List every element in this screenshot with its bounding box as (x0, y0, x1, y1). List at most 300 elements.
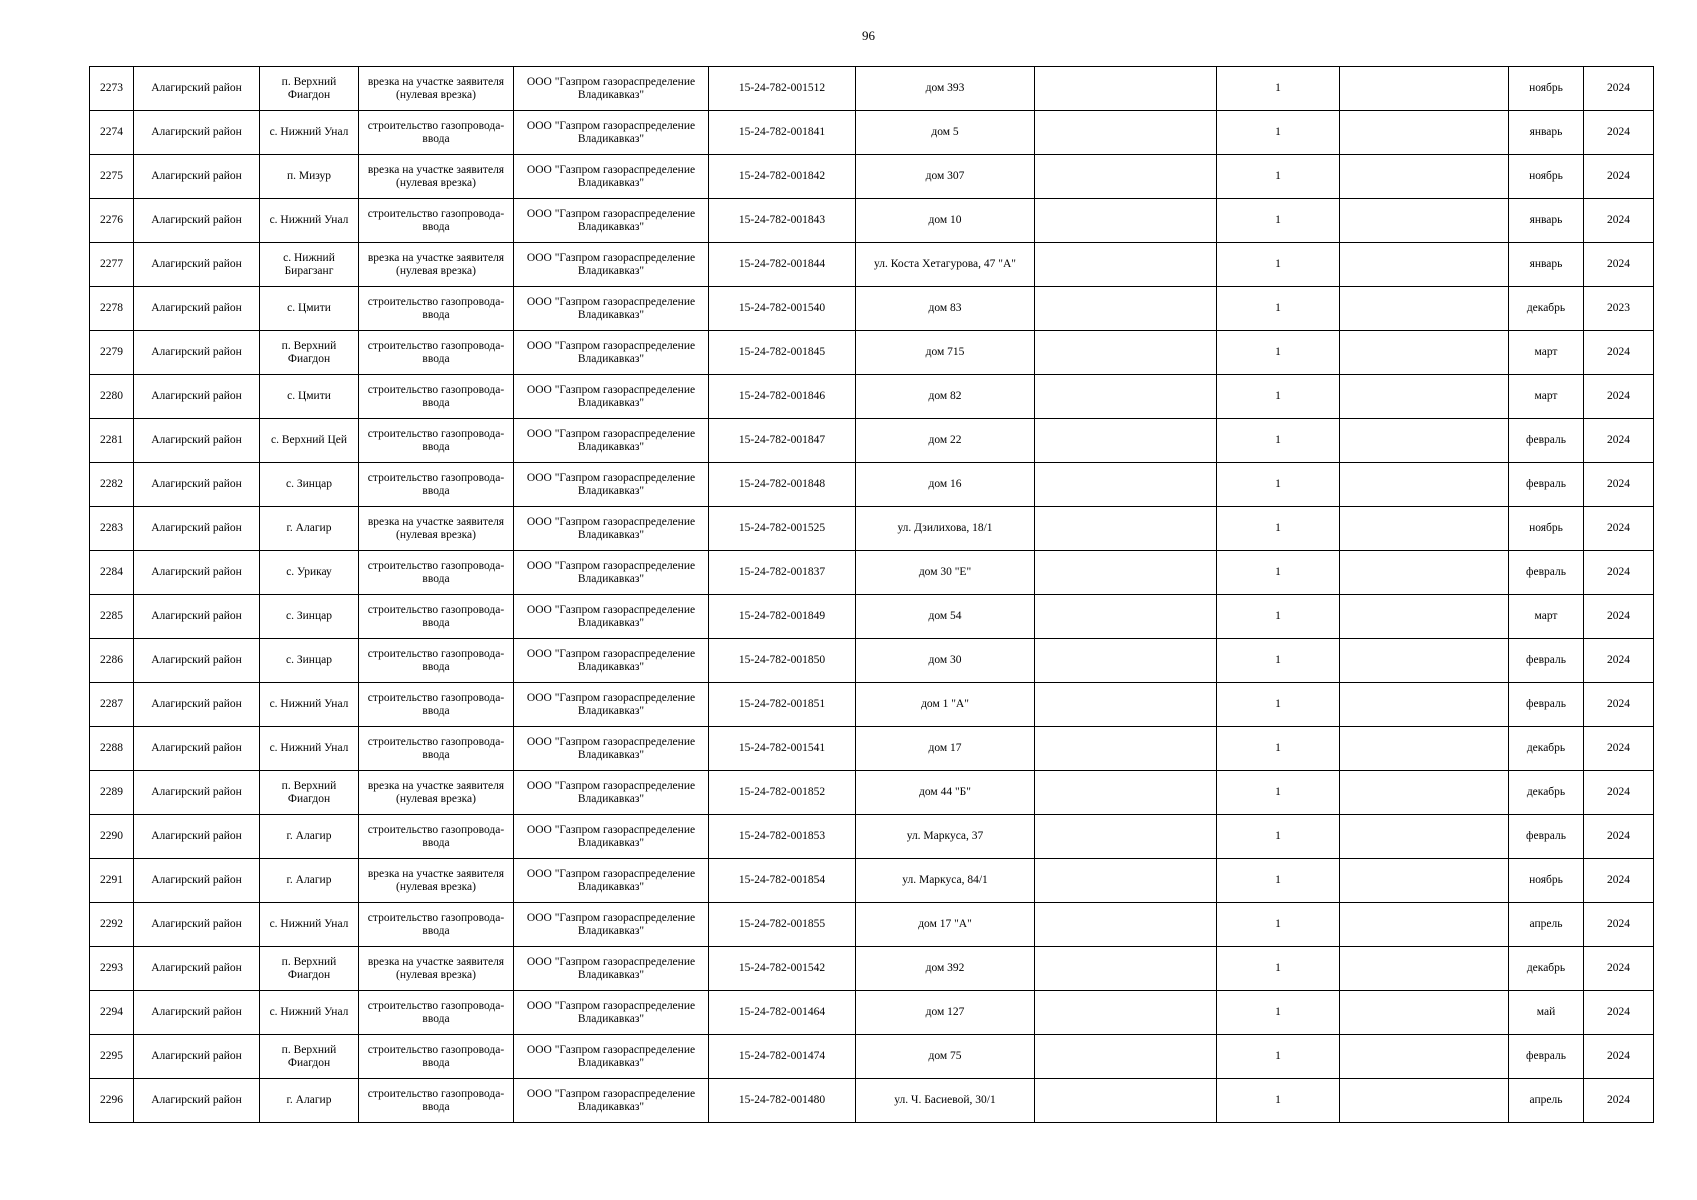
table-row (90, 815, 1654, 859)
table-row (90, 639, 1654, 683)
month-cell: ноябрь (1509, 67, 1584, 111)
month-cell: февраль (1509, 551, 1584, 595)
work-type-cell: врезка на участке заявителя (нулевая врезка) (359, 771, 514, 815)
empty-cell (1035, 199, 1217, 243)
month-cell: март (1509, 595, 1584, 639)
quantity-cell: 1 (1217, 771, 1340, 815)
address-cell: дом 10 (856, 199, 1035, 243)
address-cell: дом 17 (856, 727, 1035, 771)
empty-cell (1340, 419, 1509, 463)
empty-cell (1340, 859, 1509, 903)
locality-cell: с. Зинцар (260, 595, 359, 639)
address-cell: дом 82 (856, 375, 1035, 419)
work-type-cell: строительство газопровода-ввода (359, 111, 514, 155)
empty-cell (1035, 287, 1217, 331)
locality-cell: с. Нижний Унал (260, 903, 359, 947)
year-cell: 2024 (1584, 463, 1654, 507)
month-cell: январь (1509, 243, 1584, 287)
district-cell: Алагирский район (134, 991, 260, 1035)
organization-cell: ООО "Газпром газораспределение Владикавказ" (514, 287, 709, 331)
address-cell: дом 83 (856, 287, 1035, 331)
address-cell: дом 1 "А" (856, 683, 1035, 727)
code-cell: 15-24-782-001851 (709, 683, 856, 727)
table-row (90, 375, 1654, 419)
work-type-cell: врезка на участке заявителя (нулевая врезка) (359, 155, 514, 199)
month-cell: январь (1509, 199, 1584, 243)
organization-cell: ООО "Газпром газораспределение Владикавказ" (514, 991, 709, 1035)
address-cell: дом 22 (856, 419, 1035, 463)
year-cell: 2024 (1584, 243, 1654, 287)
table-row (90, 771, 1654, 815)
month-cell: декабрь (1509, 947, 1584, 991)
empty-cell (1340, 507, 1509, 551)
row-number: 2288 (90, 727, 134, 771)
empty-cell (1035, 331, 1217, 375)
year-cell: 2024 (1584, 1079, 1654, 1123)
empty-cell (1035, 507, 1217, 551)
district-cell: Алагирский район (134, 771, 260, 815)
work-type-cell: строительство газопровода-ввода (359, 287, 514, 331)
year-cell: 2024 (1584, 991, 1654, 1035)
row-number: 2279 (90, 331, 134, 375)
empty-cell (1340, 771, 1509, 815)
code-cell: 15-24-782-001841 (709, 111, 856, 155)
locality-cell: с. Нижний Унал (260, 991, 359, 1035)
empty-cell (1035, 1035, 1217, 1079)
address-cell: ул. Маркуса, 84/1 (856, 859, 1035, 903)
year-cell: 2024 (1584, 859, 1654, 903)
organization-cell: ООО "Газпром газораспределение Владикавказ" (514, 243, 709, 287)
work-type-cell: врезка на участке заявителя (нулевая врезка) (359, 947, 514, 991)
locality-cell: с. Урикау (260, 551, 359, 595)
empty-cell (1035, 815, 1217, 859)
table-row (90, 331, 1654, 375)
year-cell: 2024 (1584, 67, 1654, 111)
row-number: 2292 (90, 903, 134, 947)
table-row (90, 551, 1654, 595)
year-cell: 2024 (1584, 771, 1654, 815)
work-type-cell: строительство газопровода-ввода (359, 815, 514, 859)
address-cell: дом 54 (856, 595, 1035, 639)
row-number: 2289 (90, 771, 134, 815)
empty-cell (1035, 155, 1217, 199)
work-type-cell: строительство газопровода-ввода (359, 595, 514, 639)
empty-cell (1035, 243, 1217, 287)
organization-cell: ООО "Газпром газораспределение Владикавказ" (514, 375, 709, 419)
row-number: 2295 (90, 1035, 134, 1079)
code-cell: 15-24-782-001847 (709, 419, 856, 463)
empty-cell (1340, 991, 1509, 1035)
quantity-cell: 1 (1217, 991, 1340, 1035)
code-cell: 15-24-782-001844 (709, 243, 856, 287)
organization-cell: ООО "Газпром газораспределение Владикавказ" (514, 111, 709, 155)
work-type-cell: строительство газопровода-ввода (359, 639, 514, 683)
month-cell: апрель (1509, 1079, 1584, 1123)
month-cell: февраль (1509, 639, 1584, 683)
district-cell: Алагирский район (134, 67, 260, 111)
locality-cell: п. Мизур (260, 155, 359, 199)
year-cell: 2024 (1584, 727, 1654, 771)
table-row (90, 243, 1654, 287)
code-cell: 15-24-782-001837 (709, 551, 856, 595)
month-cell: ноябрь (1509, 155, 1584, 199)
table-body (90, 67, 1654, 1123)
work-type-cell: врезка на участке заявителя (нулевая врезка) (359, 67, 514, 111)
address-cell: дом 44 "Б" (856, 771, 1035, 815)
work-type-cell: строительство газопровода-ввода (359, 1035, 514, 1079)
locality-cell: г. Алагир (260, 1079, 359, 1123)
table-row (90, 419, 1654, 463)
district-cell: Алагирский район (134, 859, 260, 903)
quantity-cell: 1 (1217, 155, 1340, 199)
code-cell: 15-24-782-001846 (709, 375, 856, 419)
code-cell: 15-24-782-001843 (709, 199, 856, 243)
district-cell: Алагирский район (134, 815, 260, 859)
work-type-cell: строительство газопровода-ввода (359, 331, 514, 375)
code-cell: 15-24-782-001849 (709, 595, 856, 639)
table-row (90, 507, 1654, 551)
code-cell: 15-24-782-001853 (709, 815, 856, 859)
year-cell: 2024 (1584, 903, 1654, 947)
address-cell: ул. Дзилихова, 18/1 (856, 507, 1035, 551)
code-cell: 15-24-782-001474 (709, 1035, 856, 1079)
table-row (90, 199, 1654, 243)
quantity-cell: 1 (1217, 859, 1340, 903)
row-number: 2278 (90, 287, 134, 331)
empty-cell (1340, 243, 1509, 287)
address-cell: ул. Коста Хетагурова, 47 "А" (856, 243, 1035, 287)
address-cell: дом 393 (856, 67, 1035, 111)
address-cell: дом 392 (856, 947, 1035, 991)
organization-cell: ООО "Газпром газораспределение Владикавказ" (514, 771, 709, 815)
row-number: 2286 (90, 639, 134, 683)
table-row (90, 991, 1654, 1035)
district-cell: Алагирский район (134, 243, 260, 287)
empty-cell (1035, 67, 1217, 111)
locality-cell: с. Нижний Унал (260, 683, 359, 727)
locality-cell: с. Нижний Бирагзанг (260, 243, 359, 287)
year-cell: 2024 (1584, 639, 1654, 683)
month-cell: февраль (1509, 815, 1584, 859)
code-cell: 15-24-782-001512 (709, 67, 856, 111)
district-cell: Алагирский район (134, 155, 260, 199)
district-cell: Алагирский район (134, 903, 260, 947)
empty-cell (1340, 815, 1509, 859)
organization-cell: ООО "Газпром газораспределение Владикавказ" (514, 727, 709, 771)
row-number: 2277 (90, 243, 134, 287)
month-cell: апрель (1509, 903, 1584, 947)
empty-cell (1340, 1079, 1509, 1123)
empty-cell (1035, 419, 1217, 463)
month-cell: декабрь (1509, 287, 1584, 331)
address-cell: дом 715 (856, 331, 1035, 375)
organization-cell: ООО "Газпром газораспределение Владикавказ" (514, 331, 709, 375)
organization-cell: ООО "Газпром газораспределение Владикавказ" (514, 683, 709, 727)
quantity-cell: 1 (1217, 375, 1340, 419)
row-number: 2282 (90, 463, 134, 507)
locality-cell: с. Зинцар (260, 463, 359, 507)
row-number: 2275 (90, 155, 134, 199)
address-cell: дом 75 (856, 1035, 1035, 1079)
locality-cell: с. Нижний Унал (260, 111, 359, 155)
code-cell: 15-24-782-001845 (709, 331, 856, 375)
row-number: 2287 (90, 683, 134, 727)
organization-cell: ООО "Газпром газораспределение Владикавказ" (514, 463, 709, 507)
quantity-cell: 1 (1217, 947, 1340, 991)
organization-cell: ООО "Газпром газораспределение Владикавказ" (514, 155, 709, 199)
district-cell: Алагирский район (134, 683, 260, 727)
code-cell: 15-24-782-001855 (709, 903, 856, 947)
empty-cell (1035, 111, 1217, 155)
code-cell: 15-24-782-001854 (709, 859, 856, 903)
empty-cell (1340, 903, 1509, 947)
organization-cell: ООО "Газпром газораспределение Владикавказ" (514, 859, 709, 903)
district-cell: Алагирский район (134, 507, 260, 551)
address-cell: дом 16 (856, 463, 1035, 507)
row-number: 2281 (90, 419, 134, 463)
code-cell: 15-24-782-001852 (709, 771, 856, 815)
quantity-cell: 1 (1217, 683, 1340, 727)
year-cell: 2024 (1584, 331, 1654, 375)
address-cell: дом 30 (856, 639, 1035, 683)
code-cell: 15-24-782-001480 (709, 1079, 856, 1123)
year-cell: 2024 (1584, 1035, 1654, 1079)
empty-cell (1340, 67, 1509, 111)
quantity-cell: 1 (1217, 419, 1340, 463)
district-cell: Алагирский район (134, 1035, 260, 1079)
district-cell: Алагирский район (134, 947, 260, 991)
locality-cell: с. Цмити (260, 287, 359, 331)
organization-cell: ООО "Газпром газораспределение Владикавказ" (514, 903, 709, 947)
quantity-cell: 1 (1217, 1035, 1340, 1079)
district-cell: Алагирский район (134, 331, 260, 375)
empty-cell (1035, 903, 1217, 947)
locality-cell: с. Цмити (260, 375, 359, 419)
month-cell: декабрь (1509, 727, 1584, 771)
empty-cell (1340, 1035, 1509, 1079)
row-number: 2276 (90, 199, 134, 243)
registry-table (89, 66, 1654, 1123)
table-row (90, 947, 1654, 991)
locality-cell: с. Верхний Цей (260, 419, 359, 463)
quantity-cell: 1 (1217, 1079, 1340, 1123)
row-number: 2274 (90, 111, 134, 155)
year-cell: 2024 (1584, 375, 1654, 419)
work-type-cell: строительство газопровода-ввода (359, 419, 514, 463)
quantity-cell: 1 (1217, 67, 1340, 111)
locality-cell: с. Нижний Унал (260, 199, 359, 243)
table-row (90, 595, 1654, 639)
organization-cell: ООО "Газпром газораспределение Владикавказ" (514, 1035, 709, 1079)
row-number: 2285 (90, 595, 134, 639)
empty-cell (1340, 287, 1509, 331)
empty-cell (1035, 991, 1217, 1035)
organization-cell: ООО "Газпром газораспределение Владикавказ" (514, 947, 709, 991)
code-cell: 15-24-782-001848 (709, 463, 856, 507)
table-row (90, 903, 1654, 947)
empty-cell (1340, 375, 1509, 419)
month-cell: февраль (1509, 1035, 1584, 1079)
empty-cell (1035, 1079, 1217, 1123)
locality-cell: п. Верхний Фиагдон (260, 1035, 359, 1079)
row-number: 2291 (90, 859, 134, 903)
quantity-cell: 1 (1217, 507, 1340, 551)
empty-cell (1035, 595, 1217, 639)
month-cell: ноябрь (1509, 859, 1584, 903)
organization-cell: ООО "Газпром газораспределение Владикавказ" (514, 1079, 709, 1123)
table-row (90, 463, 1654, 507)
locality-cell: п. Верхний Фиагдон (260, 771, 359, 815)
table-row (90, 287, 1654, 331)
empty-cell (1340, 947, 1509, 991)
quantity-cell: 1 (1217, 331, 1340, 375)
district-cell: Алагирский район (134, 463, 260, 507)
year-cell: 2023 (1584, 287, 1654, 331)
quantity-cell: 1 (1217, 551, 1340, 595)
table-row (90, 1035, 1654, 1079)
month-cell: февраль (1509, 683, 1584, 727)
quantity-cell: 1 (1217, 815, 1340, 859)
table-row (90, 1079, 1654, 1123)
empty-cell (1035, 463, 1217, 507)
district-cell: Алагирский район (134, 727, 260, 771)
month-cell: ноябрь (1509, 507, 1584, 551)
locality-cell: г. Алагир (260, 507, 359, 551)
locality-cell: г. Алагир (260, 859, 359, 903)
empty-cell (1035, 683, 1217, 727)
month-cell: март (1509, 331, 1584, 375)
empty-cell (1340, 727, 1509, 771)
address-cell: дом 307 (856, 155, 1035, 199)
row-number: 2284 (90, 551, 134, 595)
address-cell: дом 127 (856, 991, 1035, 1035)
page-number: 96 (862, 28, 875, 43)
empty-cell (1340, 331, 1509, 375)
quantity-cell: 1 (1217, 287, 1340, 331)
year-cell: 2024 (1584, 155, 1654, 199)
code-cell: 15-24-782-001542 (709, 947, 856, 991)
code-cell: 15-24-782-001540 (709, 287, 856, 331)
table-row (90, 155, 1654, 199)
empty-cell (1035, 639, 1217, 683)
address-cell: дом 17 "А" (856, 903, 1035, 947)
work-type-cell: строительство газопровода-ввода (359, 375, 514, 419)
locality-cell: с. Зинцар (260, 639, 359, 683)
table-row (90, 111, 1654, 155)
work-type-cell: строительство газопровода-ввода (359, 727, 514, 771)
quantity-cell: 1 (1217, 595, 1340, 639)
table-row (90, 727, 1654, 771)
month-cell: январь (1509, 111, 1584, 155)
month-cell: март (1509, 375, 1584, 419)
empty-cell (1340, 111, 1509, 155)
year-cell: 2024 (1584, 947, 1654, 991)
row-number: 2283 (90, 507, 134, 551)
district-cell: Алагирский район (134, 419, 260, 463)
organization-cell: ООО "Газпром газораспределение Владикавказ" (514, 595, 709, 639)
locality-cell: п. Верхний Фиагдон (260, 67, 359, 111)
locality-cell: п. Верхний Фиагдон (260, 947, 359, 991)
table-row (90, 683, 1654, 727)
month-cell: май (1509, 991, 1584, 1035)
address-cell: дом 30 "Е" (856, 551, 1035, 595)
row-number: 2294 (90, 991, 134, 1035)
address-cell: ул. Маркуса, 37 (856, 815, 1035, 859)
year-cell: 2024 (1584, 419, 1654, 463)
district-cell: Алагирский район (134, 595, 260, 639)
code-cell: 15-24-782-001525 (709, 507, 856, 551)
district-cell: Алагирский район (134, 375, 260, 419)
code-cell: 15-24-782-001850 (709, 639, 856, 683)
work-type-cell: строительство газопровода-ввода (359, 683, 514, 727)
empty-cell (1035, 859, 1217, 903)
organization-cell: ООО "Газпром газораспределение Владикавказ" (514, 67, 709, 111)
district-cell: Алагирский район (134, 1079, 260, 1123)
address-cell: дом 5 (856, 111, 1035, 155)
quantity-cell: 1 (1217, 111, 1340, 155)
organization-cell: ООО "Газпром газораспределение Владикавказ" (514, 639, 709, 683)
code-cell: 15-24-782-001842 (709, 155, 856, 199)
empty-cell (1340, 683, 1509, 727)
work-type-cell: строительство газопровода-ввода (359, 551, 514, 595)
district-cell: Алагирский район (134, 551, 260, 595)
quantity-cell: 1 (1217, 903, 1340, 947)
empty-cell (1035, 727, 1217, 771)
code-cell: 15-24-782-001464 (709, 991, 856, 1035)
quantity-cell: 1 (1217, 199, 1340, 243)
year-cell: 2024 (1584, 551, 1654, 595)
empty-cell (1340, 551, 1509, 595)
district-cell: Алагирский район (134, 111, 260, 155)
empty-cell (1340, 639, 1509, 683)
quantity-cell: 1 (1217, 727, 1340, 771)
work-type-cell: врезка на участке заявителя (нулевая врезка) (359, 507, 514, 551)
empty-cell (1035, 771, 1217, 815)
organization-cell: ООО "Газпром газораспределение Владикавказ" (514, 419, 709, 463)
empty-cell (1340, 199, 1509, 243)
month-cell: февраль (1509, 463, 1584, 507)
work-type-cell: строительство газопровода-ввода (359, 991, 514, 1035)
month-cell: февраль (1509, 419, 1584, 463)
district-cell: Алагирский район (134, 639, 260, 683)
row-number: 2273 (90, 67, 134, 111)
year-cell: 2024 (1584, 683, 1654, 727)
work-type-cell: строительство газопровода-ввода (359, 1079, 514, 1123)
work-type-cell: строительство газопровода-ввода (359, 463, 514, 507)
empty-cell (1340, 155, 1509, 199)
work-type-cell: врезка на участке заявителя (нулевая врезка) (359, 859, 514, 903)
work-type-cell: строительство газопровода-ввода (359, 903, 514, 947)
district-cell: Алагирский район (134, 199, 260, 243)
empty-cell (1035, 375, 1217, 419)
empty-cell (1035, 551, 1217, 595)
organization-cell: ООО "Газпром газораспределение Владикавказ" (514, 815, 709, 859)
row-number: 2296 (90, 1079, 134, 1123)
empty-cell (1035, 947, 1217, 991)
locality-cell: с. Нижний Унал (260, 727, 359, 771)
row-number: 2293 (90, 947, 134, 991)
organization-cell: ООО "Газпром газораспределение Владикавказ" (514, 551, 709, 595)
organization-cell: ООО "Газпром газораспределение Владикавказ" (514, 507, 709, 551)
year-cell: 2024 (1584, 507, 1654, 551)
year-cell: 2024 (1584, 199, 1654, 243)
row-number: 2290 (90, 815, 134, 859)
empty-cell (1340, 595, 1509, 639)
row-number: 2280 (90, 375, 134, 419)
organization-cell: ООО "Газпром газораспределение Владикавказ" (514, 199, 709, 243)
month-cell: декабрь (1509, 771, 1584, 815)
empty-cell (1340, 463, 1509, 507)
